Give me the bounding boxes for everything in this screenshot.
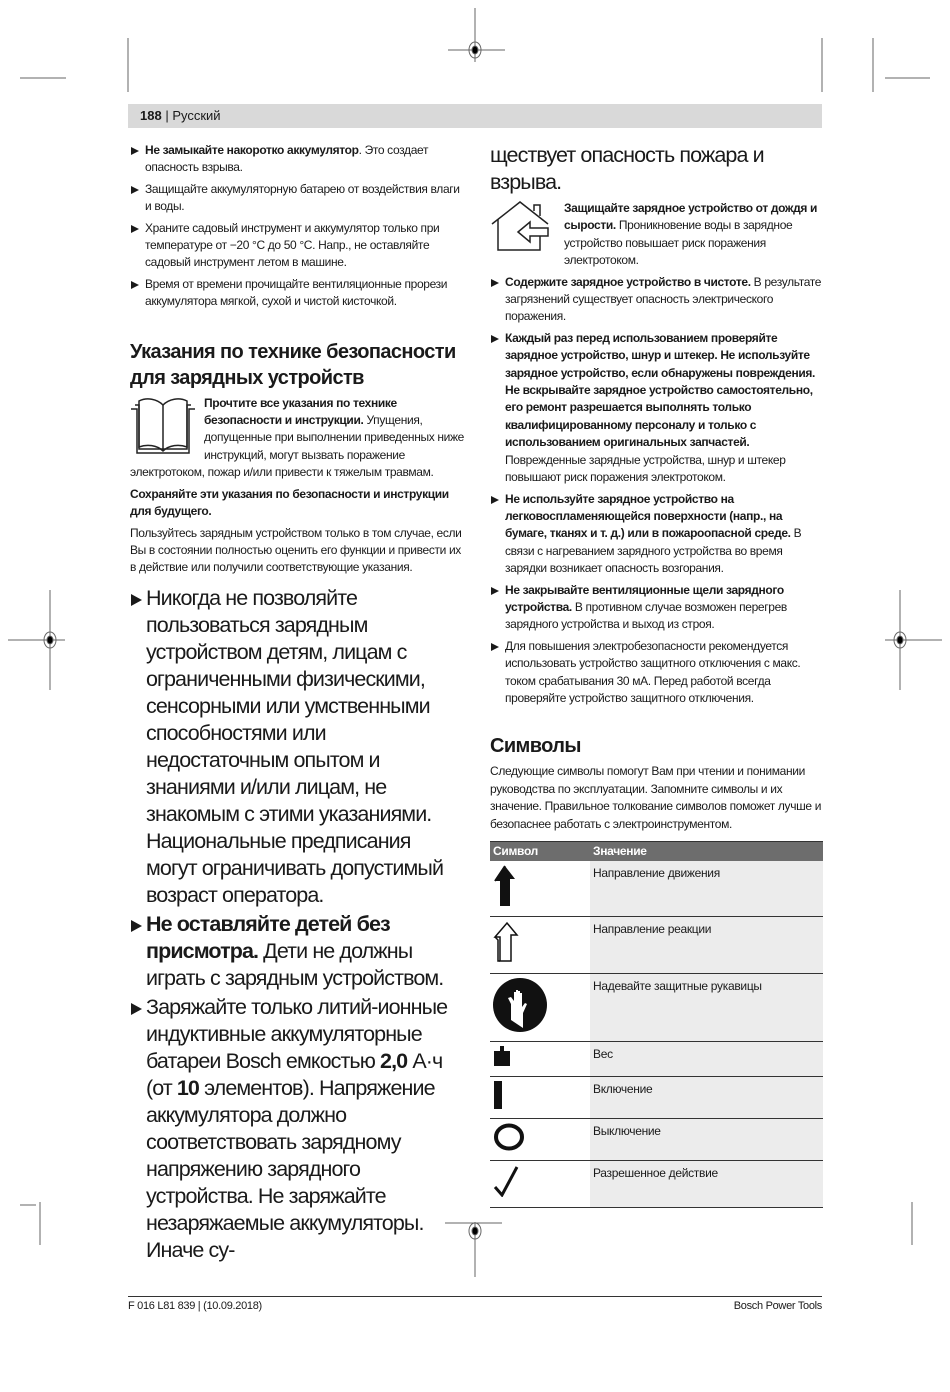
off-icon xyxy=(493,1123,525,1151)
bullet-item: Никогда не позволяйте пользоваться зарядным устройством детям, лицам с ограниченными физическими, сенсорными или умственными способностями или недостаточным опытом и знаниями и/или лицам, не знакомым с этими указаниями. Национальные предписания могут ограничивать допустимый возраст оператора. xyxy=(130,585,466,909)
bullet-item: Каждый раз перед использованием проверяйте зарядное устройство, шнур и штекер. Не используйте зарядное устройство, если обнаружены повреждения. Не вскрывайте зарядное устройство самостоятельно, его ремонт разрешается выполнять только квалифицированному персоналу и только с использованием оригинальных запчастей. Поврежденные зарядные устройства, шнур и штекер повышают риск поражения электротоком. xyxy=(490,330,823,487)
left-column xyxy=(130,142,466,1266)
table-row xyxy=(490,917,823,973)
table-row xyxy=(490,861,823,917)
col-symbol: Символ xyxy=(490,842,590,862)
indoor-use-icon xyxy=(490,200,556,252)
symbols-table xyxy=(490,841,823,1208)
table-row xyxy=(490,1119,823,1161)
brand: Bosch Power Tools xyxy=(733,1299,822,1312)
meaning-cell: Надевайте защитные рукавицы xyxy=(590,973,823,1041)
weight-icon xyxy=(493,1046,511,1066)
bullet-item: Не оставляйте детей без присмотра. Дети не должны играть с зарядным устройством. xyxy=(130,911,466,992)
usage-text: Пользуйтесь зарядным устройством только в том случае, если Вы в состоянии полностью оценить его функции и привести их в действие или получили соответствующие указания. xyxy=(130,525,462,575)
book-icon xyxy=(130,397,196,455)
right-column xyxy=(490,142,823,1208)
meaning-cell: Вес xyxy=(590,1042,823,1076)
arrow-filled-icon xyxy=(493,865,517,907)
meaning-cell: Направление реакции xyxy=(590,917,823,973)
meaning-cell: Включение xyxy=(590,1076,823,1118)
bullet-item: Храните садовый инструмент и аккумулятор только при температуре от −20 °C до 50 °C. Напр., не оставляйте садовый инструмент летом в машине. xyxy=(130,220,466,272)
large-print-section xyxy=(130,585,466,1264)
col-meaning: Значение xyxy=(590,842,823,862)
symbols-title: Символы xyxy=(490,735,581,758)
symbols-intro: Следующие символы помогут Вам при чтении и понимании руководства по эксплуатации. Запомните символы и их значение. Правильное толкование символов поможет лучше и безопаснее работать с электроинструментом. xyxy=(490,764,822,831)
continued-text: ществует опасность пожара и взрыва. xyxy=(490,143,764,194)
read-instructions: Прочтите все указания по технике безопасности и инструкции. Упущения, допущенные при выполнении приведенных ниже инструкций, могут вызвать поражение электротоком, пожар и/или привести к тяжелым травмам. xyxy=(130,395,465,480)
bullet-item: Не используйте зарядное устройство на легковоспламеняющейся поверхности (напр., на бумаге, тканях и т. д.) или в пожароопасной среде. В связи с нагреванием зарядного устройства во время зарядки возникает опасность возгорания. xyxy=(490,491,823,578)
table-row xyxy=(490,973,823,1041)
bullet-item: Не замыкайте накоротко аккумулятор. Это создает опасность взрыва. xyxy=(130,142,466,177)
meaning-cell: Разрешенное действие xyxy=(590,1161,823,1207)
language: Русский xyxy=(172,108,221,123)
rain-warning: Защищайте зарядное устройство от дождя и сырости. Проникновение воды в зарядное устройство повышает риск поражения электротоком. xyxy=(490,200,823,270)
bullet-item: Содержите зарядное устройство в чистоте. В результате загрязнений существует опасность электрического поражения. xyxy=(490,274,823,326)
page-number: 188 xyxy=(140,108,162,123)
table-row xyxy=(490,1161,823,1207)
bullet-item: Для повышения электробезопасности рекомендуется использовать устройство защитного отключения с макс. током срабатывания 30 мА. Перед работой всегда проверяйте устройство защитного отключения. xyxy=(490,638,823,708)
bullet-item: Не закрывайте вентиляционные щели зарядного устройства. В противном случае возможен перегрев зарядного устройства и выход из строя. xyxy=(490,582,823,634)
page-footer xyxy=(128,1296,822,1312)
gloves-icon xyxy=(493,978,547,1032)
page-header: 188 | Русский xyxy=(128,104,822,128)
meaning-cell: Выключение xyxy=(590,1119,823,1161)
section-title: Указания по технике безопасности для зарядных устройств xyxy=(130,340,456,389)
table-row xyxy=(490,1042,823,1076)
meaning-cell: Направление движения xyxy=(590,861,823,917)
arrow-outline-icon xyxy=(493,921,519,963)
save-instructions: Сохраняйте эти указания по безопасности и инструкции для будущего. xyxy=(130,486,449,519)
bullet-item: Время от времени прочищайте вентиляционные прорези аккумулятора мягкой, сухой и чистой кисточкой. xyxy=(130,276,466,311)
content-columns xyxy=(130,0,823,1266)
bullet-item: Заряжайте только литий-ионные индуктивные аккумуляторные батареи Bosch емкостью 2,0 А·ч (от 10 элементов). Напряжение аккумулятора должно соответствовать зарядному напряжению зарядного устройства. Не заряжайте незаряжаемые аккумуляторы. Иначе су- xyxy=(130,994,466,1264)
bottom-margin xyxy=(0,1312,950,1392)
table-row xyxy=(490,1076,823,1118)
doc-id: F 016 L81 839 | (10.09.2018) xyxy=(128,1299,262,1312)
bullet-item: Защищайте аккумуляторную батарею от воздействия влаги и воды. xyxy=(130,181,466,216)
check-icon xyxy=(493,1165,519,1197)
on-icon xyxy=(493,1081,503,1109)
